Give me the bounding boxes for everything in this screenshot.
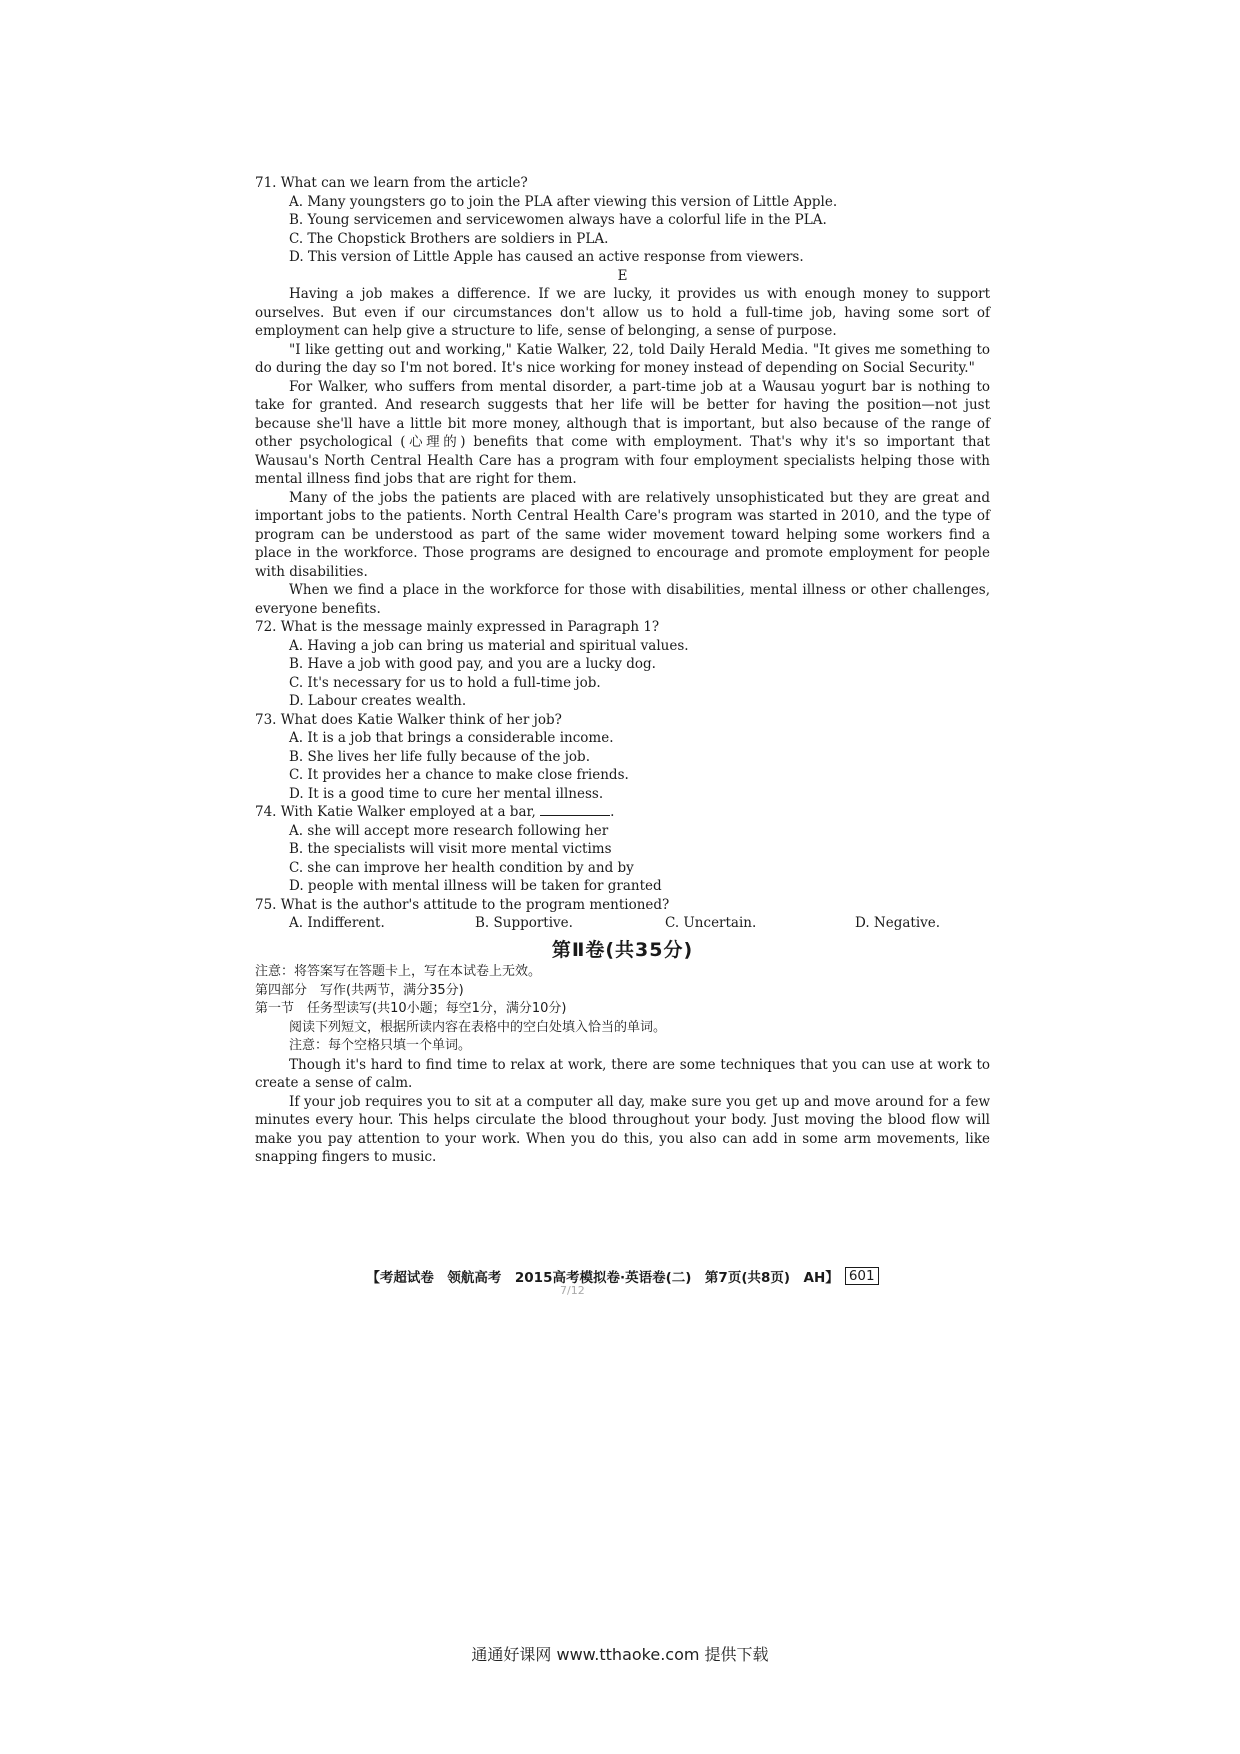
footer-code: 601 [845, 1267, 879, 1285]
passage-paragraph-4: Many of the jobs the patients are placed with are relatively unsophisticated but they are great and important jobs to the patients. North Central Health Care's program was started in 2010, and the type of program can be understood as part of the same wider movement toward helping some workers find a place in the workforce. Those programs are designed to encourage and promote employment for people with disabilities. [255, 489, 990, 580]
question-73-option-d: D. It is a good time to cure her mental illness. [289, 785, 604, 802]
download-watermark: 通通好课网 www.tthaoke.com 提供下载 [471, 1645, 769, 1664]
question-72-option-a: A. Having a job can bring us material and spiritual values. [289, 637, 689, 654]
passage-paragraph-1: Having a job makes a difference. If we are lucky, it provides us with enough money to support ourselves. But even if our circumstances don't allow us to hold a full-time job, having some sort of employment can help give a structure to life, sense of belonging, a sense of purpose. [255, 286, 990, 339]
question-71-option-c: C. The Chopstick Brothers are soldiers in PLA. [289, 230, 609, 247]
part-two-note: 注意：将答案写在答题卡上，写在本试卷上无效。 [255, 964, 542, 979]
question-72-option-b: B. Have a job with good pay, and you are a lucky dog. [289, 656, 656, 672]
footer-text: 【考超试卷 领航高考 2015高考模拟卷·英语卷(二) 第7页(共8页) AH】 [366, 1270, 839, 1286]
writing-paragraph-2: If your job requires you to sit at a computer all day, make sure you get up and move around for a few minutes every hour. This helps circulate the blood throughout your body. Just moving the blood flow will make you pay attention to your work. When you do this, you also can add in some arm movements, like snapping fingers to music. [255, 1093, 990, 1165]
question-75-option-c: C. Uncertain. [665, 915, 757, 931]
question-71-option-a: A. Many youngsters go to join the PLA after viewing this version of Little Apple. [289, 193, 838, 210]
passage-letter: E [617, 267, 628, 284]
question-73-option-b: B. She lives her life fully because of the job. [289, 748, 590, 765]
question-73-option-c: C. It provides her a chance to make close friends. [289, 767, 629, 783]
question-71-stem: 71. What can we learn from the article? [255, 175, 528, 191]
question-73-option-a: A. It is a job that brings a considerable income. [289, 730, 614, 746]
question-74-stem-line [255, 803, 990, 822]
question-71-option-d: D. This version of Little Apple has caused an active response from viewers. [289, 249, 804, 265]
question-74-option-c: C. she can improve her health condition by and by [289, 859, 634, 876]
question-74-option-a: A. she will accept more research following her [289, 822, 609, 839]
page-content [255, 174, 990, 1167]
question-74-stem-end: . [610, 804, 615, 820]
question-75-option-d: D. Negative. [855, 915, 941, 931]
question-75-option-a: A. Indifferent. [289, 915, 385, 931]
answer-blank [540, 803, 610, 816]
instruction: 阅读下列短文，根据所读内容在表格中的空白处填入恰当的单词。 [289, 1019, 667, 1035]
page-footer [255, 1266, 990, 1286]
subsection-one-heading: 第一节 任务型读写(共10小题；每空1分，满分10分) [255, 1001, 567, 1016]
page-counter: 7/12 [560, 1284, 585, 1297]
question-72-stem: 72. What is the message mainly expressed in Paragraph 1? [255, 619, 660, 635]
question-72-option-d: D. Labour creates wealth. [289, 693, 467, 709]
question-75-option-b: B. Supportive. [475, 915, 573, 931]
part-two-title: 第Ⅱ卷(共35分) [551, 938, 694, 961]
question-73-stem: 73. What does Katie Walker think of her job? [255, 711, 562, 728]
section-four-heading: 第四部分 写作(共两节，满分35分) [255, 982, 464, 998]
question-74-option-d: D. people with mental illness will be taken for granted [289, 878, 662, 894]
passage-paragraph-5: When we find a place in the workforce for those with disabilities, mental illness or other challenges, everyone benefits. [255, 582, 990, 617]
instruction-note: 注意：每个空格只填一个单词。 [289, 1038, 472, 1053]
passage-paragraph-3: For Walker, who suffers from mental disorder, a part-time job at a Wausau yogurt bar is nothing to take for granted. And research suggests that her life will be better for having the position—not just because she'll have a little bit more money, although that is important, but also because of the range of other psychological (心理的) benefits that come with employment. That's why it's so important that Wausau's North Central Health Care has a program with four employment specialists helping those with mental illness find jobs that are right for them. [255, 378, 990, 487]
question-71-option-b: B. Young servicemen and servicewomen always have a colorful life in the PLA. [289, 212, 827, 228]
question-74-stem: 74. With Katie Walker employed at a bar, [255, 804, 536, 820]
writing-paragraph-1: Though it's hard to find time to relax at work, there are some techniques that you can use at work to create a sense of calm. [255, 1056, 990, 1091]
question-75-options [289, 914, 990, 933]
question-75-stem: 75. What is the author's attitude to the program mentioned? [255, 896, 670, 913]
passage-paragraph-2: "I like getting out and working," Katie Walker, 22, told Daily Herald Media. "It gives me something to do during the day so I'm not bored. It's nice working for money instead of depending on Social Security." [255, 341, 990, 376]
question-72-option-c: C. It's necessary for us to hold a full-time job. [289, 674, 601, 691]
question-74-option-b: B. the specialists will visit more mental victims [289, 841, 612, 857]
